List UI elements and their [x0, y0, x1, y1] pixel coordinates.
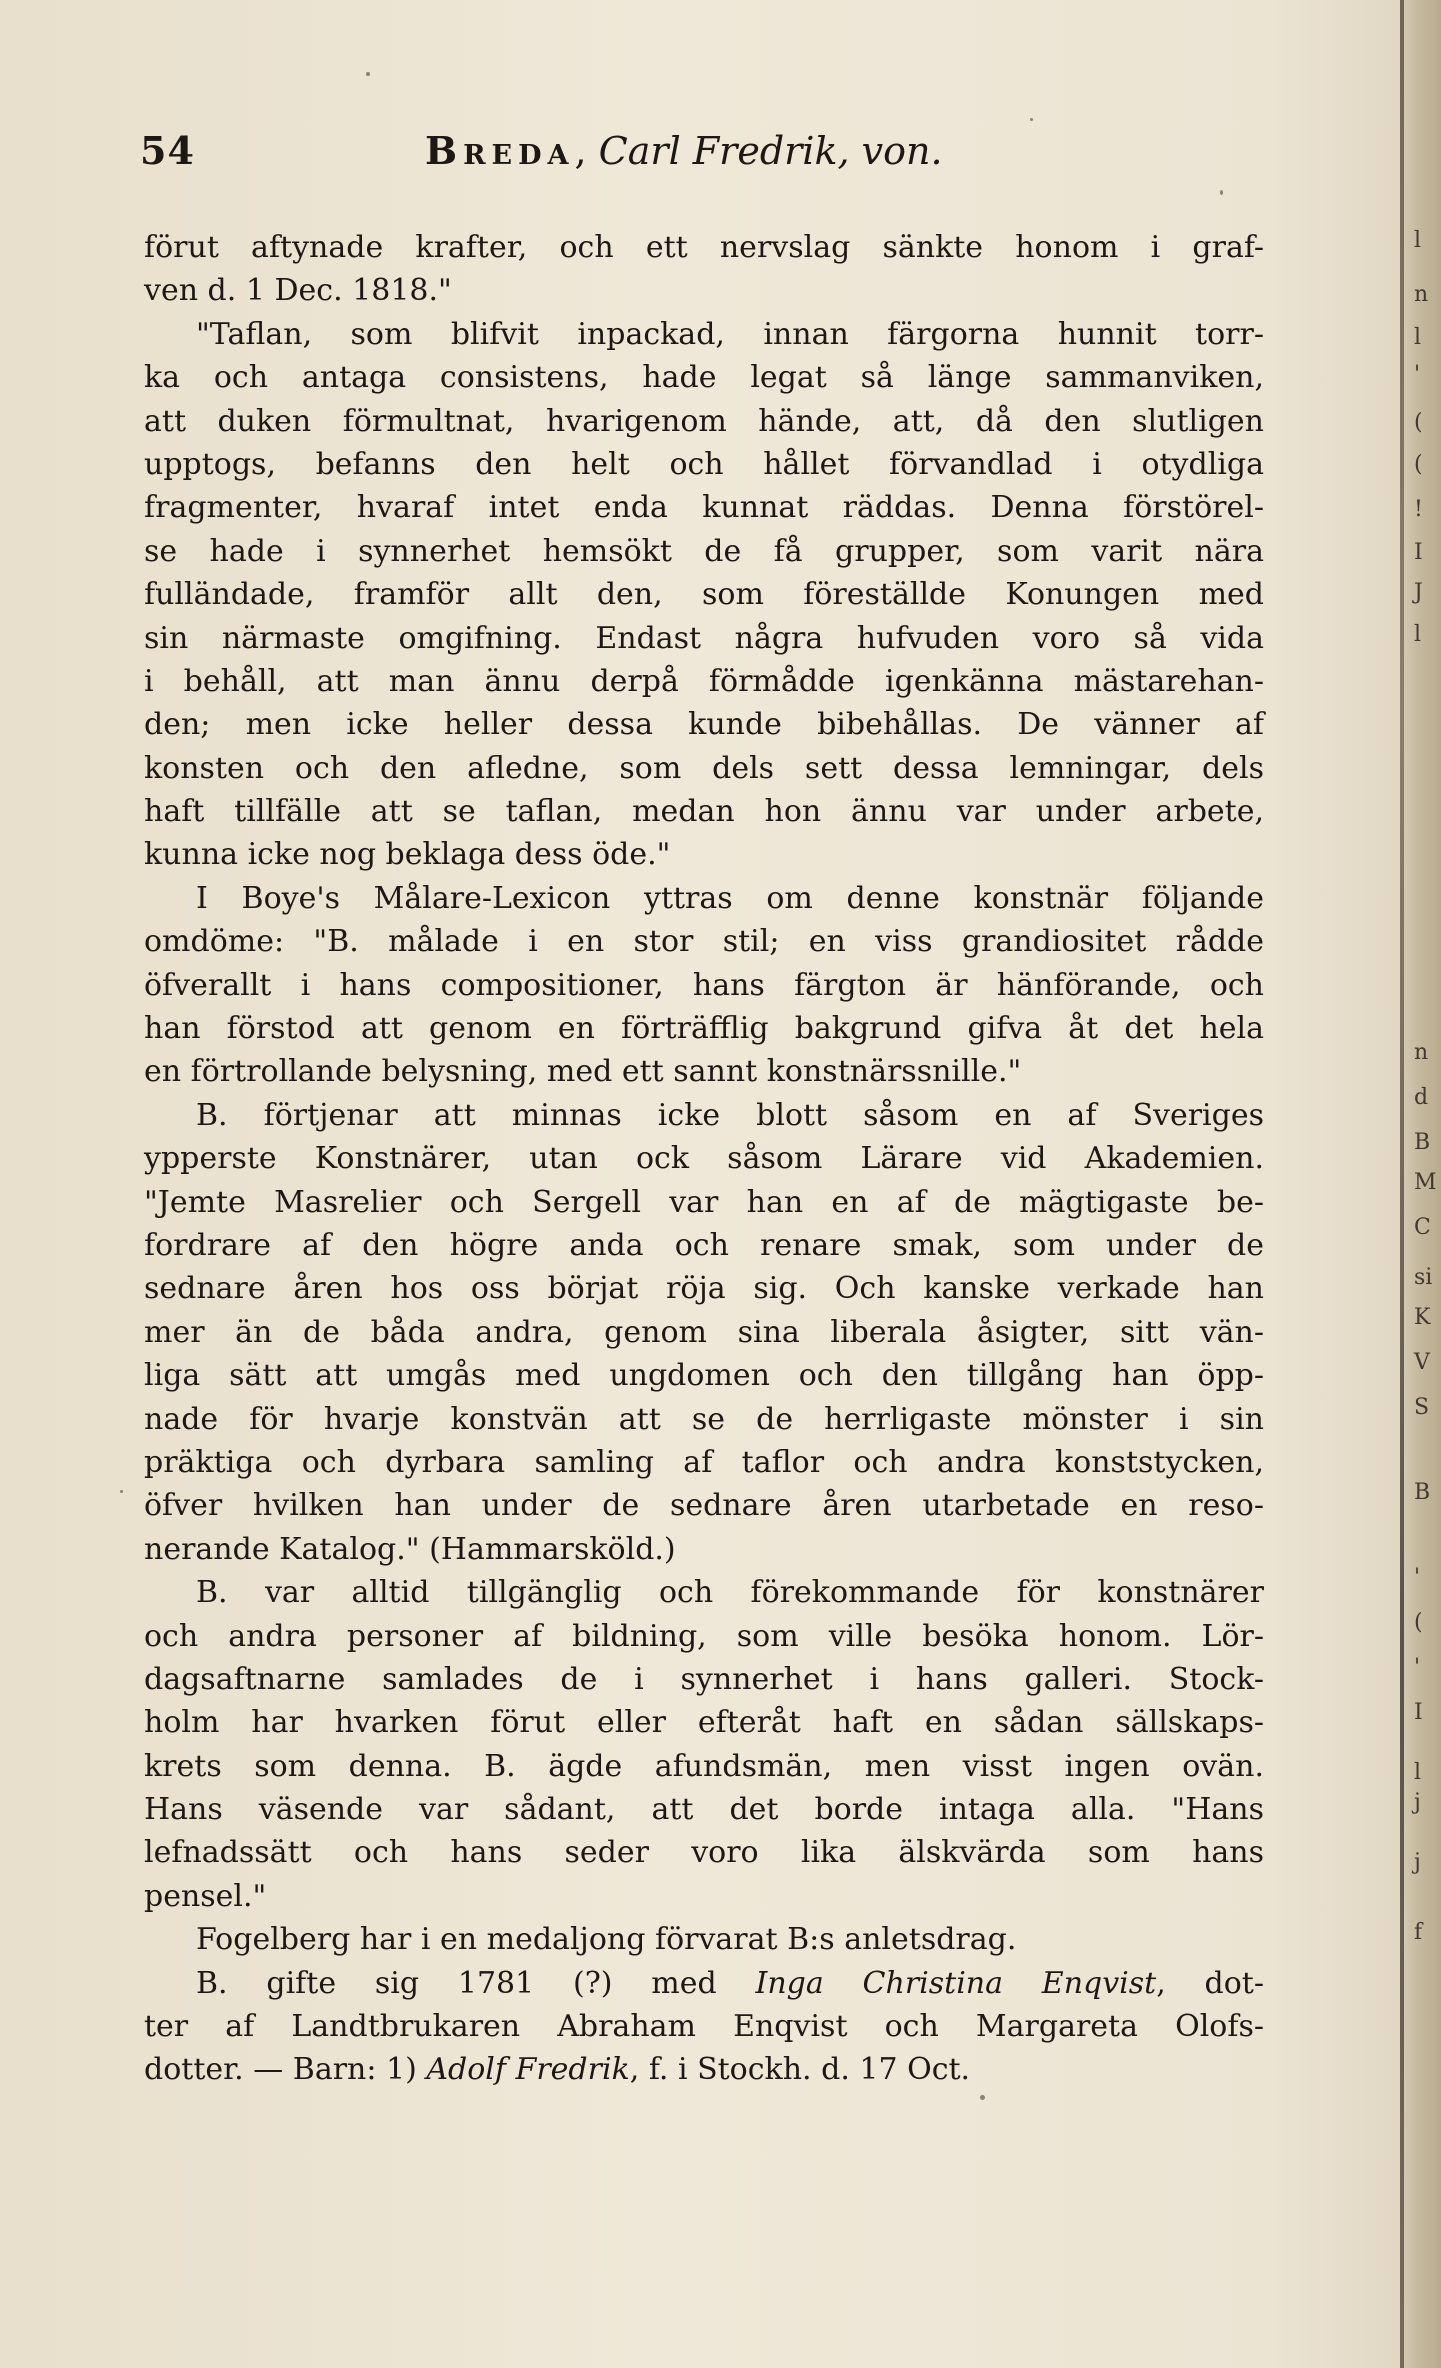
edge-glyph: l — [1414, 325, 1422, 350]
edge-glyph: I — [1414, 1700, 1423, 1725]
text-line: i behåll, att man ännu derpå förmådde igenkänna mästarehan- — [144, 663, 1264, 699]
edge-glyph: ( — [1414, 1610, 1423, 1635]
text-line: ter af Landtbrukaren Abraham Enqvist och Margareta Olofs- — [144, 2009, 1264, 2045]
running-title-names: Carl Fredrik, von. — [598, 129, 943, 173]
text-line: sin närmaste omgifning. Endast några hufvuden voro så vida — [144, 620, 1264, 656]
edge-glyph: ! — [1414, 497, 1423, 522]
edge-glyph: K — [1414, 1305, 1431, 1330]
edge-glyph: V — [1414, 1350, 1430, 1375]
paper-speck — [1030, 118, 1033, 121]
text-line: sednare åren hos oss börjat röja sig. Och kanske verkade han — [144, 1271, 1264, 1307]
italic-name: Inga Christina Enqvist — [755, 1965, 1157, 2001]
text-line: förut aftynade krafter, och ett nervslag sänkte honom i graf- — [144, 230, 1264, 265]
edge-glyph: ' — [1414, 1565, 1421, 1590]
edge-glyph: C — [1414, 1215, 1431, 1240]
text-line: ven d. 1 Dec. 1818." — [144, 273, 452, 309]
text-line: pensel." — [144, 1878, 267, 1914]
text-line: nade för hvarje konstvän att se de herrligaste mönster i sin — [144, 1401, 1264, 1437]
text-line: nerande Katalog." (Hammarsköld.) — [144, 1531, 676, 1567]
edge-glyph: ( — [1414, 410, 1423, 435]
text-line: ka och antaga consistens, hade legat så länge sammanviken, — [144, 360, 1264, 396]
edge-glyph: S — [1414, 1395, 1430, 1420]
paper-speck — [980, 2095, 985, 2100]
italic-name: Adolf Fredrik — [426, 2052, 630, 2088]
edge-glyph: f — [1414, 1920, 1423, 1945]
paper-speck — [366, 72, 370, 76]
text-line: haft tillfälle att se taflan, medan hon ännu var under arbete, — [144, 794, 1264, 830]
text-line: "Jemte Masrelier och Sergell var han en af de mägtigaste be- — [144, 1184, 1264, 1220]
text-line: han förstod att genom en förträfflig bakgrund gifva åt det hela — [144, 1011, 1264, 1047]
body-text — [144, 226, 1264, 2092]
edge-glyph: J — [1414, 580, 1423, 605]
text-line: holm har hvarken förut eller efteråt haft en sådan sällskaps- — [144, 1705, 1264, 1741]
text-line: "Taflan, som blifvit inpackad, innan färgorna hunnit torr- — [196, 316, 1264, 352]
text-line — [144, 2048, 1264, 2091]
text-line: se hade i synnerhet hemsökt de få grupper, som varit nära — [144, 533, 1264, 569]
edge-glyph: ' — [1414, 1655, 1421, 1680]
text-line: Fogelberg har i en medaljong förvarat B:s anletsdrag. — [196, 1922, 1017, 1958]
text-line: fragmenter, hvaraf intet enda kunnat räddas. Denna förstörel- — [144, 490, 1264, 526]
edge-glyph: ( — [1414, 452, 1423, 477]
text-segment: B. gifte sig 1781 (?) med — [196, 1965, 756, 2001]
text-line: kunna icke nog beklaga dess öde." — [144, 837, 671, 873]
text-line: krets som denna. B. ägde afundsmän, men visst ingen ovän. — [144, 1748, 1264, 1784]
edge-glyph: l — [1414, 228, 1422, 253]
paper-speck — [120, 1490, 123, 1493]
running-title-surname: Breda — [425, 128, 575, 173]
text-line: och andra personer af bildning, som ville besöka honom. Lör- — [144, 1618, 1264, 1654]
edge-glyph: B — [1414, 1130, 1431, 1155]
text-line: mer än de båda andra, genom sina liberala åsigter, sitt vän- — [144, 1314, 1264, 1350]
text-line: öfverallt i hans compositioner, hans färgton är hänförande, och — [144, 967, 1264, 1003]
paper-speck — [1220, 190, 1223, 195]
text-line: omdöme: "B. målade i en stor stil; en viss grandiositet rådde — [144, 924, 1264, 960]
text-segment: , dot- — [1156, 1965, 1265, 2001]
edge-glyph: j — [1414, 1790, 1421, 1815]
text-segment: , f. i Stockh. d. 17 Oct. — [629, 2052, 971, 2088]
text-line: B. var alltid tillgänglig och förekommande för konstnärer — [196, 1575, 1264, 1611]
text-line: en förtrollande belysning, med ett sannt konstnärssnille." — [144, 1054, 1022, 1090]
running-head — [140, 128, 1300, 184]
text-line: öfver hvilken han under de sednare åren utarbetade en reso- — [144, 1488, 1264, 1524]
edge-glyph: d — [1414, 1085, 1429, 1110]
edge-glyph: n — [1414, 282, 1429, 307]
text-line: I Boye's Målare-Lexicon yttras om denne konstnär följande — [196, 880, 1264, 916]
edge-glyph: j — [1414, 1850, 1421, 1875]
text-line: fulländade, framför allt den, som föreställde Konungen med — [144, 577, 1264, 613]
page-number: 54 — [140, 128, 195, 173]
edge-glyph: n — [1414, 1040, 1429, 1065]
text-line: liga sätt att umgås med ungdomen och den tillgång han öpp- — [144, 1358, 1264, 1394]
text-line: att duken förmultnat, hvarigenom hände, att, då den slutligen — [144, 403, 1264, 439]
edge-glyph: si — [1414, 1265, 1433, 1290]
edge-glyph: I — [1414, 540, 1423, 565]
edge-glyph: ' — [1414, 362, 1421, 387]
binding-edge — [1400, 0, 1404, 2368]
text-line: upptogs, befanns den helt och hållet förvandlad i otydliga — [144, 446, 1264, 482]
text-line: konsten och den afledne, som dels sett dessa lemningar, dels — [144, 750, 1264, 786]
text-line: präktiga och dyrbara samling af taflor och andra konststycken, — [144, 1444, 1264, 1480]
adjacent-page-edge-text — [1414, 0, 1437, 2368]
edge-glyph: l — [1414, 1760, 1422, 1785]
text-line: dagsaftnarne samlades de i synnerhet i hans galleri. Stock- — [144, 1661, 1264, 1697]
edge-glyph: M — [1414, 1170, 1437, 1195]
text-line — [144, 1962, 1264, 2005]
text-line: den; men icke heller dessa kunde bibehållas. De vänner af — [144, 707, 1264, 743]
text-line: lefnadssätt och hans seder voro lika älskvärda som hans — [144, 1835, 1264, 1871]
text-segment: dotter. — Barn: 1) — [144, 2052, 427, 2088]
text-line: B. förtjenar att minnas icke blott såsom en af Sveriges — [196, 1097, 1264, 1133]
running-title — [425, 128, 943, 173]
running-title-separator: , — [574, 129, 599, 173]
edge-glyph: l — [1414, 622, 1422, 647]
text-line: fordrare af den högre anda och renare smak, som under de — [144, 1227, 1264, 1263]
text-line: ypperste Konstnärer, utan ock såsom Lärare vid Akademien. — [144, 1141, 1264, 1177]
edge-glyph: B — [1414, 1480, 1431, 1505]
text-line: Hans väsende var sådant, att det borde intaga alla. "Hans — [144, 1792, 1264, 1828]
